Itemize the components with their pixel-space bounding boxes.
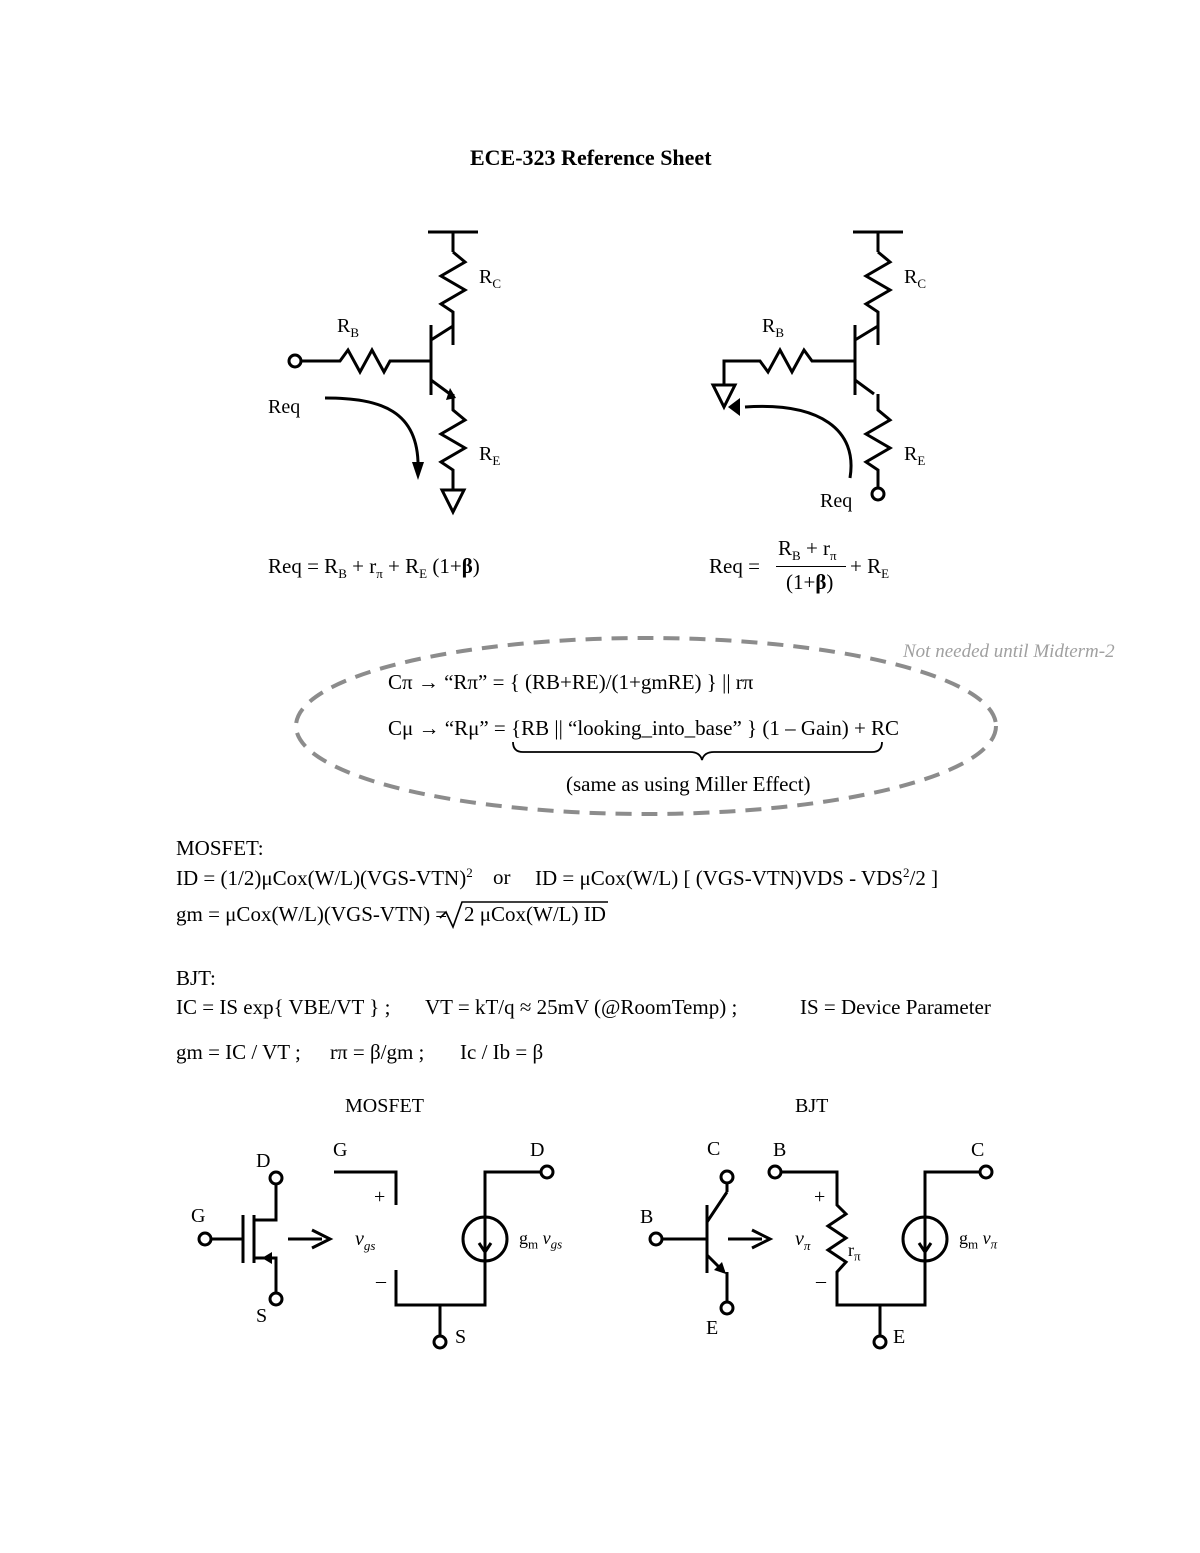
mosfet-gm-source-label: $g_m$ $v_{gs}$ bbox=[519, 1228, 563, 1252]
req-equation-right-denominator: (1+β) bbox=[786, 570, 834, 594]
bjt-vpi-label: $v_\pi$ bbox=[795, 1228, 811, 1253]
mosfet-id-equation: ID = $(1/2)\mu Cox(W/L)(VGS-VTN)^2$ bbox=[176, 865, 473, 890]
req-equation-right-lhs: Req = bbox=[709, 554, 760, 578]
bjt-rpi-equation: rπ = β/gm ; bbox=[330, 1040, 425, 1064]
rb-label-right: $R_B$ bbox=[762, 315, 785, 340]
req-equation-left: Req = $R_B + r_\pi + R_E$ (1+β) bbox=[268, 554, 480, 582]
bjt-emitter-label: E bbox=[706, 1317, 719, 1339]
bjt-vpi-minus: – bbox=[816, 1270, 826, 1292]
mosfet-gm-sqrt: 2 μCox(W/L) ID bbox=[464, 902, 606, 926]
bjt-rpi-label: $r_\pi$ bbox=[848, 1240, 861, 1264]
req-arrow-head-left bbox=[412, 462, 424, 480]
mosfet-or: or bbox=[493, 865, 511, 889]
midterm-note: Not needed until Midterm-2 bbox=[903, 641, 1115, 662]
mosfet-gm-equation: gm = μCox(W/L)(VGS-VTN) = bbox=[176, 902, 448, 926]
miller-cmu-line: Cμ → “Rμ” = {RB || “looking_into_base” } (1 – Gain) + RC bbox=[388, 716, 900, 740]
req-equation-right-numerator: $R_B + r_\pi$ bbox=[778, 536, 837, 564]
mosfet-source-arrow bbox=[262, 1252, 272, 1264]
bjt-is-equation: IS = Device Parameter bbox=[800, 995, 991, 1019]
bjt-base-label: B bbox=[640, 1206, 654, 1228]
mosfet-model-source-label: S bbox=[455, 1326, 467, 1348]
mosfet-model-label: MOSFET bbox=[345, 1095, 424, 1117]
mosfet-vgs-minus: – bbox=[376, 1270, 386, 1292]
re-label-right: $R_E$ bbox=[904, 443, 926, 468]
mosfet-vgs-label: $v_{gs}$ bbox=[355, 1228, 376, 1253]
req-label-right: Req bbox=[820, 490, 853, 512]
top-right-circuit bbox=[713, 232, 903, 500]
bjt-beta-equation: Ic / Ib = β bbox=[460, 1040, 544, 1064]
mosfet-model-drain-label: D bbox=[530, 1139, 545, 1161]
bjt-heading: BJT: bbox=[176, 966, 216, 990]
top-left-circuit bbox=[289, 232, 478, 512]
req-arrow-head-right bbox=[728, 398, 740, 416]
bjt-model-base-label: B bbox=[773, 1139, 787, 1161]
bjt-gm-equation: gm = IC / VT ; bbox=[176, 1040, 301, 1064]
bjt-gm-source-label: $g_m$ $v_\pi$ bbox=[959, 1228, 998, 1252]
bjt-model-label: BJT bbox=[795, 1095, 829, 1117]
re-label-left: $R_E$ bbox=[479, 443, 501, 468]
bjt-vpi-plus: + bbox=[814, 1186, 826, 1208]
miller-effect-note: (same as using Miller Effect) bbox=[566, 772, 811, 796]
mosfet-id-triode-equation: ID = μCox(W/L) [ (VGS-VTN)VDS - VDS$^2$/2 ] bbox=[535, 865, 939, 890]
mosfet-drain-label: D bbox=[256, 1150, 271, 1172]
mosfet-vgs-plus: + bbox=[374, 1186, 386, 1208]
bjt-vt-equation: VT = kT/q ≈ 25mV (@RoomTemp) ; bbox=[425, 995, 738, 1019]
rc-label-left: $R_C$ bbox=[479, 266, 502, 291]
rc-label-right: $R_C$ bbox=[904, 266, 927, 291]
fraction-bar bbox=[776, 566, 846, 567]
req-equation-right-tail: + $R_E$ bbox=[850, 554, 890, 582]
mosfet-model-gate-label: G bbox=[333, 1139, 348, 1161]
miller-cpi-line: Cπ → “Rπ” = { (RB+RE)/(1+gmRE) } || rπ bbox=[388, 670, 754, 694]
bjt-model-emitter-label: E bbox=[893, 1326, 906, 1348]
bjt-collector-label: C bbox=[707, 1138, 721, 1160]
mosfet-heading: MOSFET: bbox=[176, 836, 264, 860]
mosfet-source-label: S bbox=[256, 1305, 268, 1327]
mosfet-gate-label: G bbox=[191, 1205, 206, 1227]
req-label-left: Req bbox=[268, 396, 301, 418]
bjt-model-collector-label: C bbox=[971, 1139, 985, 1161]
rb-label-left: $R_B$ bbox=[337, 315, 360, 340]
page-title: ECE-323 Reference Sheet bbox=[470, 145, 712, 170]
bjt-ic-equation: IC = IS exp{ VBE/VT } ; bbox=[176, 995, 391, 1019]
